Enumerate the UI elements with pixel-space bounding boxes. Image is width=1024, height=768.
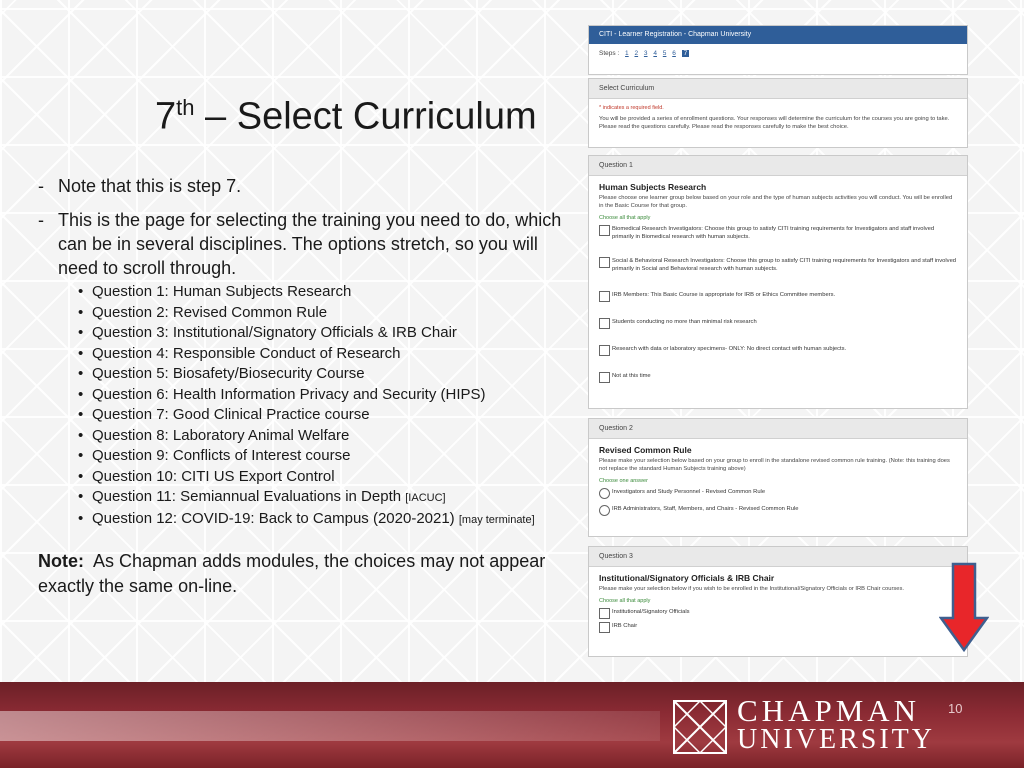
- bullet-page-description: - This is the page for selecting the training you need to do, which can be in several disciplines. The options stretch, so you will need to scroll through. • Question 1: Human Subjects Research • Question 2: Revised Common Rule • Question 3: Institutional/Signatory Officials & IRB Chair • Question 4: Responsible Conduct of Research • Question 5: Biosafety/Biosecurity Course • Question 6: Health Information Privacy and Security (HIPS) • Question 7: Good Clinical Practice course • Question 8: Laboratory Animal Welfare • Question 9: Conflicts of Interest course • Question 10: CITI US Export Control • Question 11: Semiannual Evaluations in Depth [IACUC] • Question 12: COVID-19: Back to Campus (2020-2021) [may terminate]: [38, 208, 568, 530]
- checkbox[interactable]: [599, 345, 610, 356]
- choose-hint: Choose all that apply: [599, 598, 651, 604]
- question-title: Revised Common Rule: [599, 445, 692, 455]
- scroll-down-arrow-icon: [939, 562, 989, 652]
- choose-hint: Choose all that apply: [599, 215, 651, 221]
- brand-subtitle: UNIVERSITY: [737, 724, 935, 755]
- question-item: • Question 6: Health Information Privacy and Security (HIPS): [78, 385, 568, 406]
- option-row[interactable]: Investigators and Study Personnel - Revised Common Rule: [599, 488, 957, 499]
- checkbox[interactable]: [599, 225, 610, 236]
- question-1-panel: [588, 155, 968, 409]
- panel-heading: Question 2: [589, 419, 967, 439]
- option-row[interactable]: IRB Chair: [599, 622, 957, 633]
- option-row[interactable]: Research with data or laboratory specimens- ONLY: No direct contact with human subjects.: [599, 345, 957, 356]
- question-item: • Question 10: CITI US Export Control: [78, 467, 568, 488]
- question-instructions: Please choose one learner group below based on your role and the type of human subjects activities you will conduct. You will be enrolled in the Basic Course for that group.: [599, 195, 953, 209]
- step-link[interactable]: 3: [643, 50, 648, 57]
- citi-header-panel: [588, 25, 968, 75]
- step-link[interactable]: 5: [662, 50, 667, 57]
- option-row[interactable]: Social & Behavioral Research Investigators: Choose this group to satisfy CITI training requirements for Investigators and staff involved primarily in Social and Behavioral research with human subjects.: [599, 257, 957, 273]
- radio-button[interactable]: [599, 505, 610, 516]
- step-indicator: Steps : 1 2 3 4 5 6 7: [599, 50, 688, 57]
- question-list: [78, 282, 568, 530]
- citi-navbar: CITI - Learner Registration - Chapman University: [589, 26, 967, 44]
- checkbox[interactable]: [599, 608, 610, 619]
- option-row[interactable]: IRB Members: This Basic Course is appropriate for IRB or Ethics Committee members.: [599, 291, 957, 302]
- checkbox[interactable]: [599, 257, 610, 268]
- question-item: • Question 8: Laboratory Animal Welfare: [78, 426, 568, 447]
- required-note: * indicates a required field.: [599, 105, 664, 111]
- question-item: • Question 1: Human Subjects Research: [78, 282, 568, 303]
- question-instructions: Please make your selection below if you wish to be enrolled in the Institutional/Signatory Officials or IRB Chair courses.: [599, 586, 905, 592]
- chapman-logo-icon: [673, 700, 727, 754]
- question-tag: [IACUC]: [405, 492, 446, 504]
- radio-button[interactable]: [599, 488, 610, 499]
- question-instructions: Please make your selection below based on your group to enroll in the standalone revised common rule training. (Note: this training does not replace the standard Human Subjects training above): [599, 458, 950, 472]
- panel-heading: Select Curriculum: [589, 79, 967, 99]
- option-row[interactable]: IRB Administrators, Staff, Members, and Chairs - Revised Common Rule: [599, 505, 957, 516]
- brand-name: CHAPMAN: [737, 693, 921, 728]
- step-link[interactable]: 1: [625, 50, 629, 57]
- option-row[interactable]: Biomedical Research Investigators: Choose this group to satisfy CITI training requirements for Investigators and staff involved primarily in Biomedical research with human subjects.: [599, 225, 957, 241]
- footer-highlight: [0, 711, 660, 741]
- panel-heading: Question 1: [589, 156, 967, 176]
- checkbox[interactable]: [599, 291, 610, 302]
- panel-heading: Question 3: [589, 547, 967, 567]
- option-row[interactable]: Not at this time: [599, 372, 957, 383]
- question-2-panel: [588, 418, 968, 537]
- question-item: • Question 11: Semiannual Evaluations in Depth [IACUC]: [78, 487, 568, 509]
- select-curriculum-panel: [588, 78, 968, 148]
- current-step: 7: [683, 50, 688, 57]
- checkbox[interactable]: [599, 622, 610, 633]
- choose-hint: Choose one answer: [599, 478, 648, 484]
- slide-title: 7th – Select Curriculum: [155, 95, 537, 138]
- question-item: • Question 4: Responsible Conduct of Research: [78, 344, 568, 365]
- option-row[interactable]: Institutional/Signatory Officials: [599, 608, 957, 619]
- question-title: Human Subjects Research: [599, 182, 707, 192]
- page-number: 10: [948, 701, 963, 716]
- bullet-step-note: - Note that this is step 7.: [38, 174, 568, 198]
- question-tag: [may terminate]: [458, 513, 535, 526]
- option-row[interactable]: Students conducting no more than minimal risk research: [599, 318, 957, 329]
- question-item: • Question 12: COVID-19: Back to Campus (2020-2021) [may terminate]: [78, 509, 568, 531]
- step-link[interactable]: 2: [634, 50, 639, 57]
- slide-body: [38, 174, 568, 540]
- question-item: • Question 9: Conflicts of Interest course: [78, 446, 568, 467]
- question-item: • Question 5: Biosafety/Biosecurity Course: [78, 364, 568, 385]
- question-item: • Question 2: Revised Common Rule: [78, 303, 568, 324]
- step-link[interactable]: 4: [653, 50, 657, 57]
- checkbox[interactable]: [599, 318, 610, 329]
- question-3-panel: [588, 546, 968, 657]
- question-title: Institutional/Signatory Officials & IRB Chair: [599, 573, 775, 583]
- question-item: • Question 7: Good Clinical Practice course: [78, 405, 568, 426]
- note-text: Note: As Chapman adds modules, the choices may not appear exactly the same on-line.: [38, 551, 546, 596]
- question-item: • Question 3: Institutional/Signatory Officials & IRB Chair: [78, 323, 568, 344]
- step-link[interactable]: 6: [672, 50, 676, 57]
- checkbox[interactable]: [599, 372, 610, 383]
- intro-text: You will be provided a series of enrollment questions. Your responses will determine the curriculum for the courses you are going to take. Please read the questions carefully. Please read the responses carefully to make the best choice.: [599, 116, 950, 130]
